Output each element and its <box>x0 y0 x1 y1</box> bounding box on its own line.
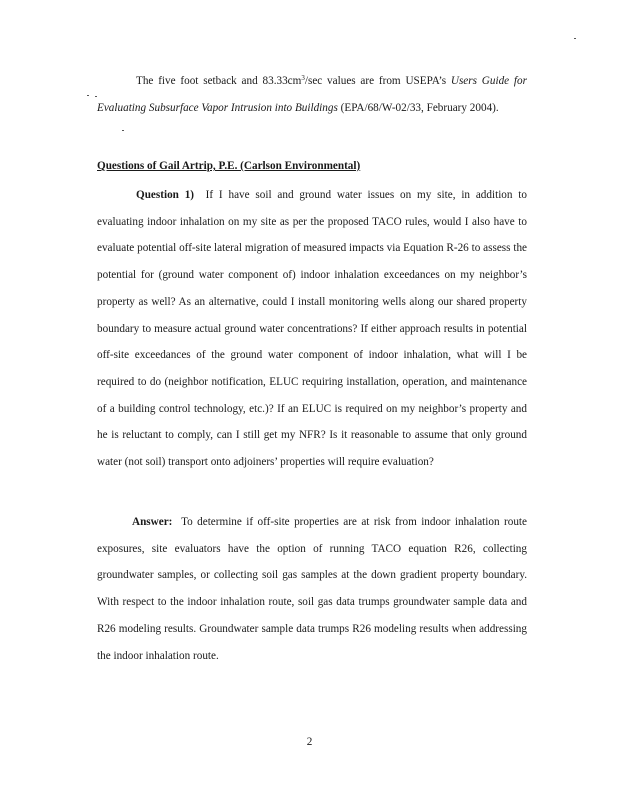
answer-label: Answer: <box>132 516 173 528</box>
scan-speck <box>87 95 89 96</box>
section-heading: Questions of Gail Artrip, P.E. (Carlson Environmental) <box>97 160 361 172</box>
scan-speck <box>574 38 576 39</box>
intro-citation-title: Users Guide for Evaluating Subsurface Vapor Intrusion into Buildings <box>97 75 527 114</box>
intro-text-mid: /sec values are from USEPA’s <box>304 75 451 87</box>
question-label: Question 1) <box>136 189 195 201</box>
question-text: If I have soil and ground water issues on my site, in addition to evaluating indoor inhalation on my site as per the proposed TACO rules, would I also have to evaluate potential off-site lateral migration of measured impacts via Equation R-26 to assess the potential for (ground water component of) indoor inhalation exceedances on my neighbor’s property as well? As an alternative, could I install monitoring wells along our shared property boundary to measure actual ground water concentrations? If either approach results in potential off-site exceedances of the ground water component of indoor inhalation, what will I be required to do (neighbor notification, ELUC requiring installation, operation, and maintenance of a building control technology, etc.)? If an ELUC is required on my neighbor’s property and he is reluctant to comply, can I still get my NFR? Is it reasonable to assume that only ground water (not soil) transport onto adjoiners’ properties will require evaluation? <box>97 189 528 469</box>
intro-superscript: 3 <box>301 74 305 82</box>
intro-text-before: The five foot setback and 83.33cm <box>136 75 302 87</box>
page-number: 2 <box>306 736 313 748</box>
answer-text: To determine if off-site properties are at risk from indoor inhalation route exposures, site evaluators have the option of running TACO equation R26, collecting groundwater samples, or collecting soil gas samples at the down gradient property boundary. With respect to the indoor inhalation route, soil gas data trumps groundwater sample data and R26 modeling results. Groundwater sample data trumps R26 modeling results when addressing the indoor inhalation route. <box>97 516 527 662</box>
question-paragraph <box>97 182 527 476</box>
intro-text-after: (EPA/68/W-02/33, February 2004). <box>337 101 499 114</box>
scan-speck <box>122 130 124 131</box>
intro-paragraph <box>97 68 527 121</box>
answer-paragraph <box>97 509 527 669</box>
